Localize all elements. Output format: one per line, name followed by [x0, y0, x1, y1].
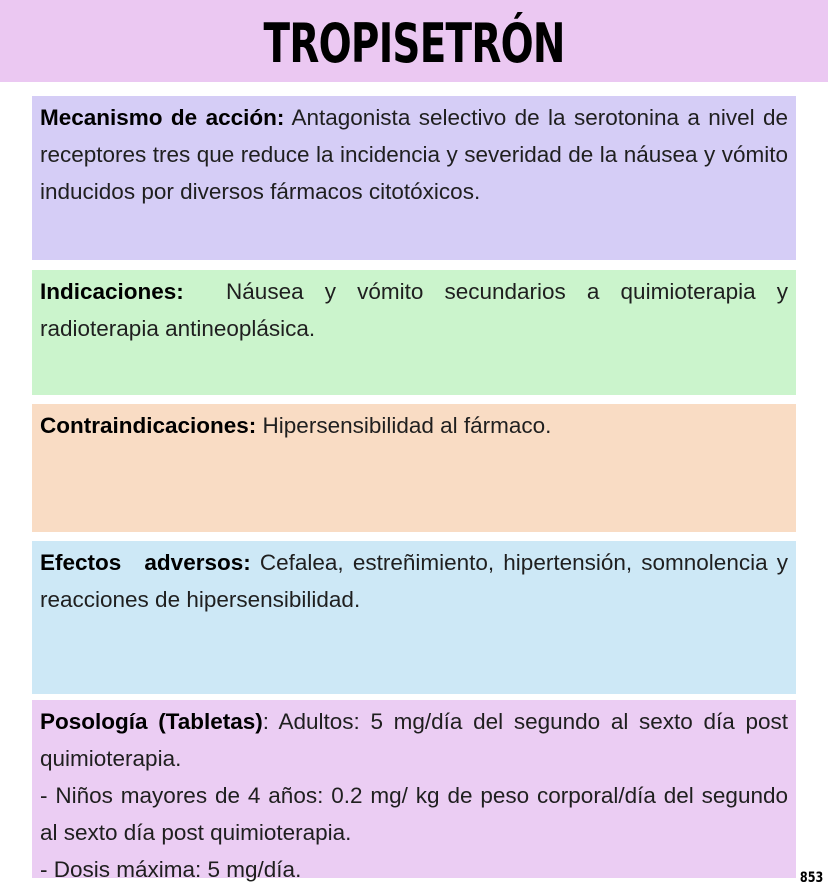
mechanism-paragraph — [40, 99, 788, 210]
mechanism-label: Mecanismo de acción: — [40, 105, 285, 130]
contraindications-section — [32, 404, 796, 532]
dosage-max-line: - Dosis máxima: 5 mg/día. — [40, 857, 302, 882]
mechanism-text: Antagonista selectivo de la serotonina a nivel de receptores tres que reduce la incidencia y severidad de la náusea y vómito inducidos por diversos fármacos citotóxicos. — [40, 105, 788, 204]
adverse-effects-paragraph — [40, 544, 788, 618]
indications-text: Náusea y vómito secundarios a quimioterapia y radioterapia antineoplásica. — [40, 279, 795, 341]
adverse-effects-text: Cefalea, estreñimiento, hipertensión, somnolencia y reacciones de hipersensibilidad. — [40, 550, 788, 612]
adverse-effects-label: Efectos adversos: — [40, 550, 251, 575]
indications-section — [32, 270, 796, 395]
page-number: 853 — [799, 870, 824, 886]
dosage-adults-text: : Adultos: 5 mg/día del segundo al sexto día post quimioterapia. — [40, 709, 788, 771]
dosage-children-line: - Niños mayores de 4 años: 0.2 mg/ kg de peso corporal/día del segundo al sexto día post quimioterapia. — [40, 783, 788, 845]
dosage-label: Posología (Tabletas) — [40, 709, 263, 734]
adverse-effects-section — [32, 541, 796, 694]
contraindications-label: Contraindicaciones: — [40, 413, 257, 438]
contraindications-paragraph — [40, 407, 788, 444]
page-title: TROPISETRÓN — [263, 12, 565, 75]
dosage-paragraph — [40, 703, 788, 777]
contraindications-text: Hipersensibilidad al fármaco. — [256, 413, 552, 438]
dosage-section — [32, 700, 796, 882]
indications-paragraph — [40, 273, 795, 347]
mechanism-section — [32, 96, 796, 260]
title-banner — [0, 0, 828, 82]
indications-label: Indicaciones: — [40, 279, 184, 304]
